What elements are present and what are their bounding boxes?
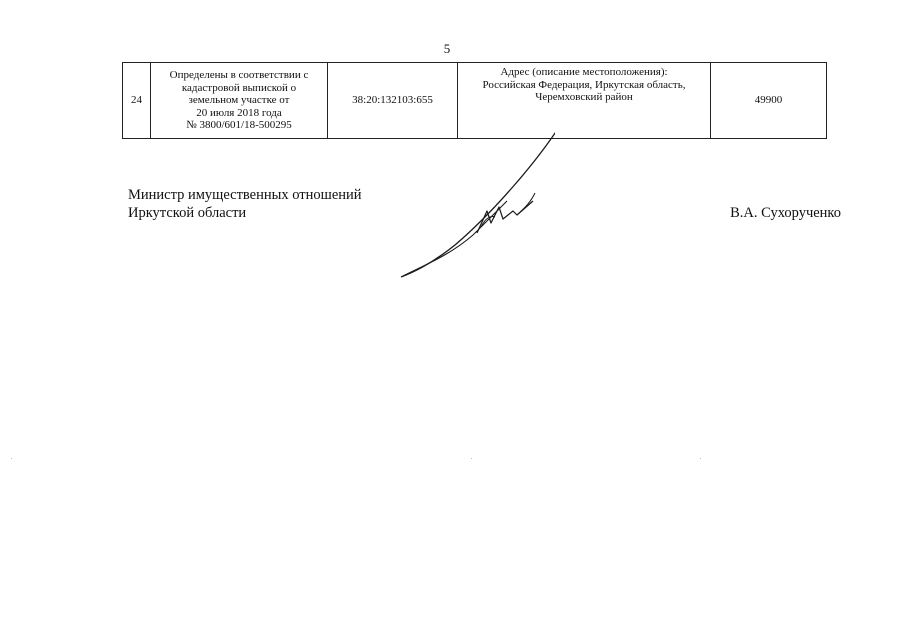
row-index: 24: [131, 94, 142, 107]
scan-speck: [11, 458, 12, 459]
cadastral-number: 38:20:132103:655: [352, 94, 433, 107]
row-index-cell: [123, 63, 151, 139]
basis-line: 20 июля 2018 года: [196, 106, 282, 119]
page-number: 5: [443, 41, 451, 56]
basis-line: кадастровой выпиской о: [181, 81, 297, 94]
position-line: Иркутской области: [128, 205, 247, 221]
signer-name: В.А. Сухорученко: [730, 205, 841, 221]
value: 49900: [754, 94, 783, 107]
signatory-position: [128, 186, 362, 222]
basis-cell: [151, 63, 328, 139]
scan-speck: [471, 458, 472, 459]
basis-line: № 3800/601/18-500295: [186, 119, 292, 132]
value-cell: [711, 63, 827, 139]
address-line: Черемховский район: [535, 91, 633, 103]
address-line: Российская Федерация, Иркутская область,: [482, 78, 686, 91]
basis-line: земельном участке от: [188, 94, 290, 107]
handwritten-signature: [395, 115, 555, 285]
scan-speck: [700, 458, 701, 459]
position-line: Министр имущественных отношений: [128, 187, 362, 203]
basis-line: Определены в соответствии с: [169, 69, 309, 82]
address-line: Адрес (описание местоположения):: [500, 66, 668, 78]
